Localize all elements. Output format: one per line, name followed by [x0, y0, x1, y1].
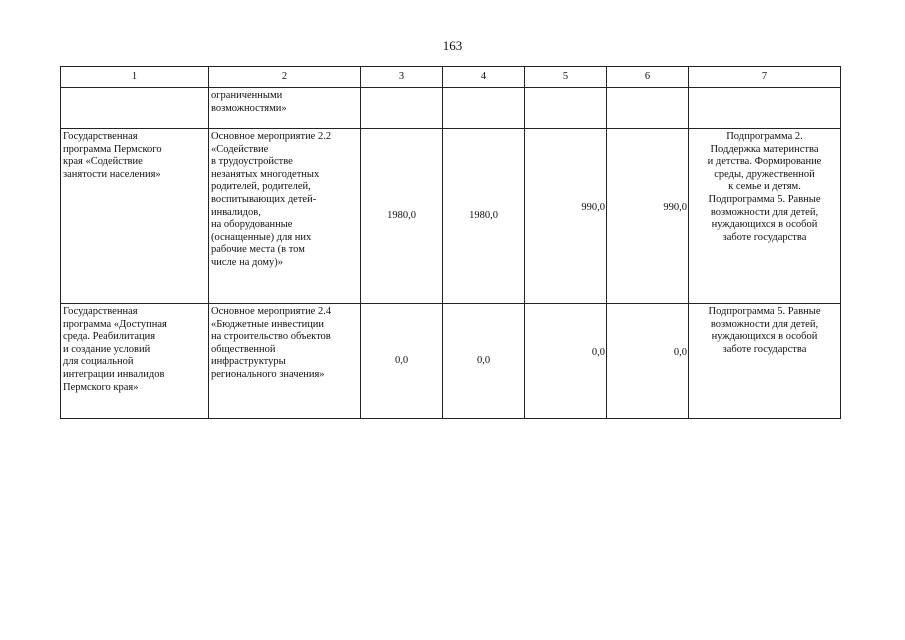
header-cell: 6	[607, 67, 689, 88]
header-cell: 5	[525, 67, 607, 88]
table-row	[61, 129, 841, 304]
header-row	[61, 67, 841, 88]
continuation-row	[61, 88, 841, 129]
header-cell: 2	[209, 67, 361, 88]
activity-cell: ограниченными возможностями»	[209, 88, 361, 129]
header-cell: 1	[61, 67, 209, 88]
activity-cell: Основное мероприятие 2.4 «Бюджетные инвестиции на строительство объектов общественной инфраструктуры регионального значения»	[209, 304, 361, 419]
value-cell: 0,0	[443, 304, 525, 419]
header-cell: 7	[689, 67, 841, 88]
budget-table	[60, 66, 841, 419]
value-cell	[361, 88, 443, 129]
value-cell	[607, 88, 689, 129]
value-cell	[525, 88, 607, 129]
value-cell	[525, 129, 607, 304]
table-row	[61, 304, 841, 419]
value-text: 990,0	[663, 201, 687, 213]
value-cell: 1980,0	[443, 129, 525, 304]
program-cell: Государственная программа «Доступная среда. Реабилитация и создание условий для социальной интеграции инвалидов Пермского края»	[61, 304, 209, 419]
program-cell	[61, 88, 209, 129]
header-cell: 4	[443, 67, 525, 88]
activity-cell: Основное мероприятие 2.2 «Содействие в трудоустройстве незанятых многодетных родителей, родителей, воспитывающих детей- инвалидов, на оборудованные (оснащенные) для них рабочие места (в том числе на дому)»	[209, 129, 361, 304]
program-cell: Государственная программа Пермского края «Содействие занятости населения»	[61, 129, 209, 304]
value-text: 0,0	[591, 346, 605, 358]
value-cell: 0,0	[361, 304, 443, 419]
value-cell	[607, 129, 689, 304]
subprogram-cell	[689, 88, 841, 129]
subprogram-cell: Подпрограмма 2. Поддержка материнства и детства. Формирование среды, дружественной к семье и детям. Подпрограмма 5. Равные возможности для детей, нуждающихся в особой заботе государства	[689, 129, 841, 304]
page-number: 163	[442, 38, 463, 53]
value-cell: 1980,0	[361, 129, 443, 304]
value-cell	[525, 304, 607, 419]
value-cell	[443, 88, 525, 129]
value-cell	[607, 304, 689, 419]
value-text: 0,0	[673, 346, 687, 358]
value-text: 990,0	[581, 201, 605, 213]
header-cell: 3	[361, 67, 443, 88]
subprogram-cell: Подпрограмма 5. Равные возможности для детей, нуждающихся в особой заботе государства	[689, 304, 841, 419]
